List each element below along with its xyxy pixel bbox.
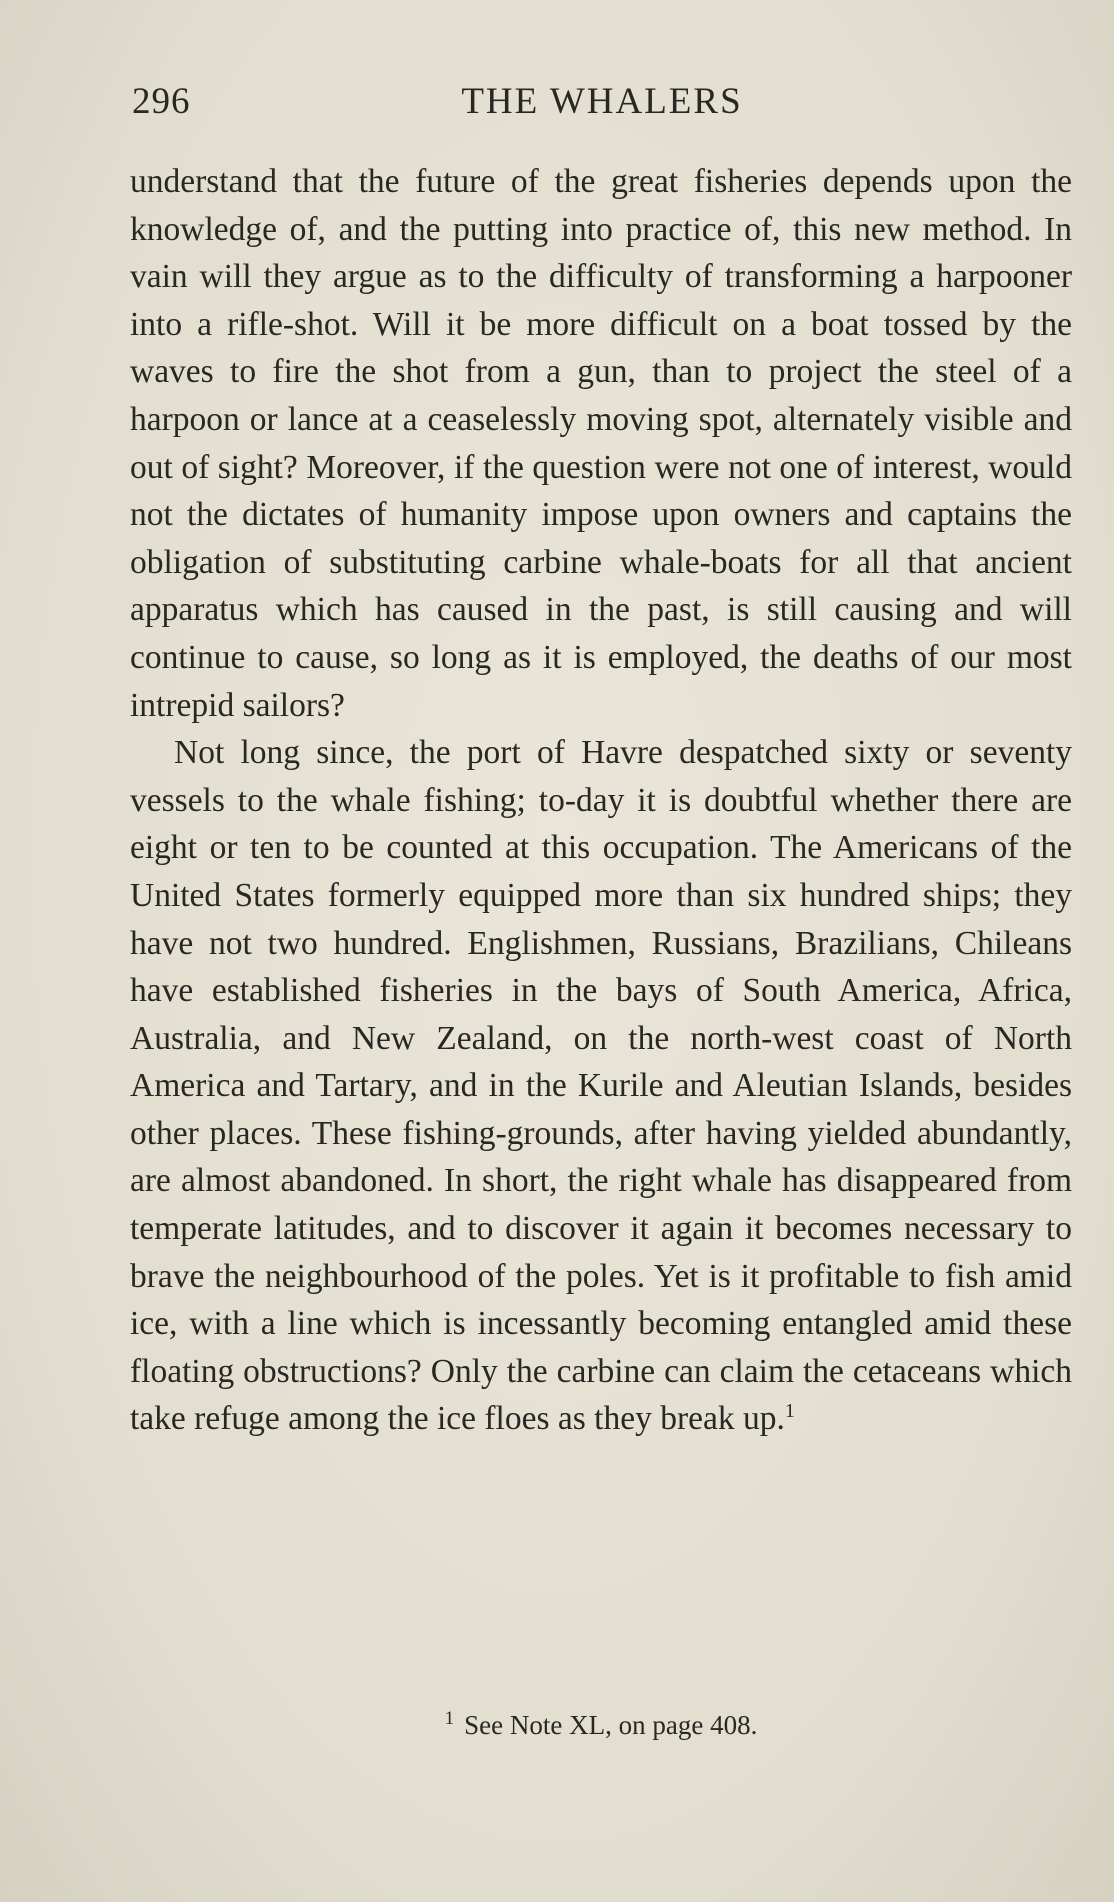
- footnote-reference: 1: [784, 1400, 795, 1423]
- page-number: 296: [132, 81, 191, 122]
- paragraph-continued: understand that the future of the great fisheries depends upon the knowledge of, and the putting into practice of, this new method. In vain will they argue as to the difficulty of transforming a harpooner into a rifle-shot. Will it be more difficult on a boat tossed by the waves to fire the shot from a gun, than to project the steel of a harpoon or lance at a ceaselessly moving spot, alternately visible and out of sight? Moreover, if the question were not one of interest, would not the dictates of humanity impose upon owners and captains the obligation of substituting carbine whale-boats for all that ancient apparatus which has caused in the past, is still causing and will continue to cause, so long as it is employed, the deaths of our most intrepid sailors?: [130, 163, 1072, 724]
- running-head: THE WHALERS: [461, 81, 743, 122]
- footnote-number: 1: [444, 1708, 455, 1729]
- paragraph-text: Not long since, the port of Havre despatched sixty or seventy vessels to the whale fishing; to-day it is doubtful whether there are eight or ten to be counted at this occupation. The Americans of the United States formerly equipped more than six hundred ships; they have not two hundred. Englishmen, Russians, Brazilians, Chileans have established fisheries in the bays of South America, Africa, Australia, and New Zealand, on the north-west coast of North America and Tartary, and in the Kurile and Aleutian Islands, besides other places. These fishing-grounds, after having yielded abundantly, are almost abandoned. In short, the right whale has disappeared from temperate latitudes, and to discover it again it becomes necessary to brave the neighbourhood of the poles. Yet is it profitable to fish amid ice, with a line which is incessantly becoming entangled amid these floating obstructions? Only the carbine can claim the cetaceans which take refuge among the ice floes as they break up.: [130, 734, 1072, 1438]
- footnote: [130, 1710, 1072, 1741]
- footnote-text: See Note XL, on page 408.: [464, 1710, 758, 1740]
- paragraph: [130, 729, 1072, 1443]
- page-header: [132, 80, 1072, 130]
- body-text: [130, 158, 1072, 1443]
